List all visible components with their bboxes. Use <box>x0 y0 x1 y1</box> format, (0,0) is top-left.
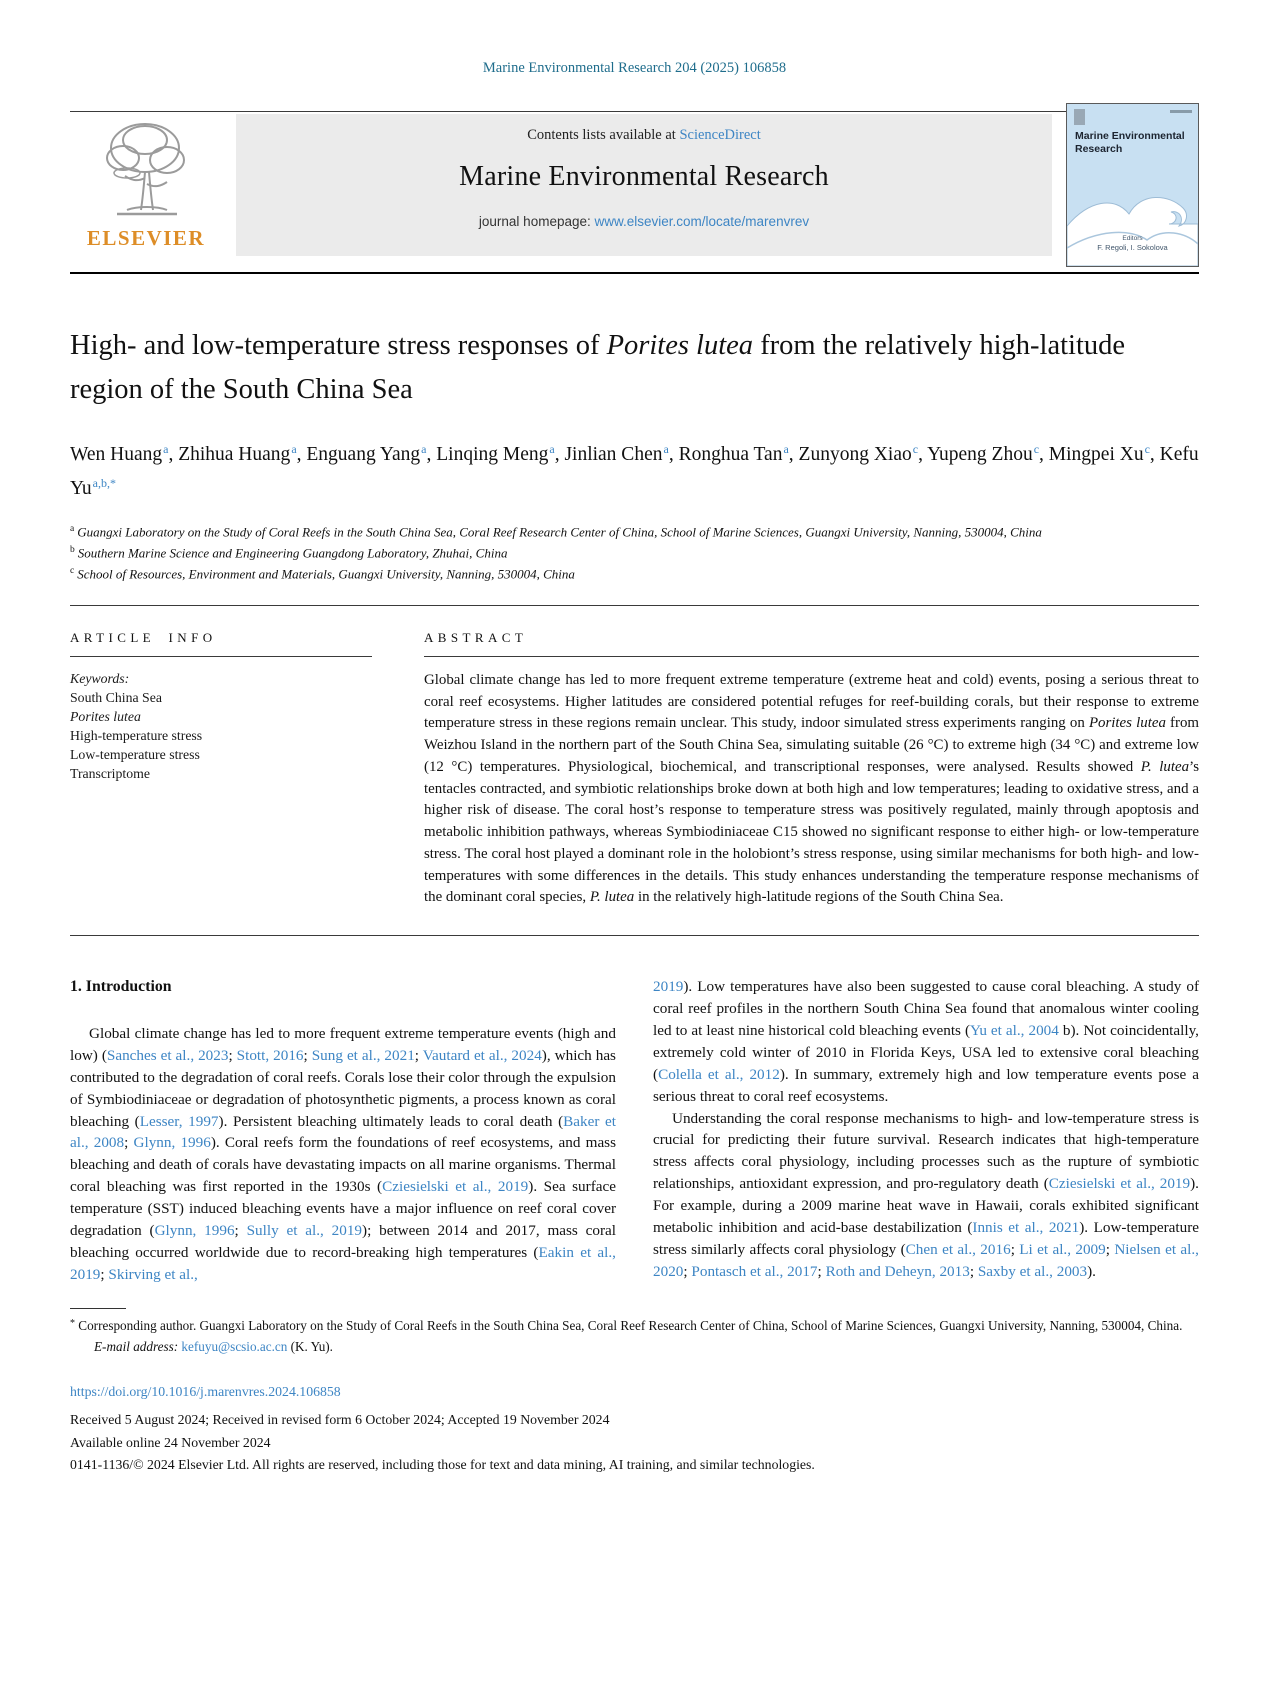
author-name: Zhihua Huang <box>178 444 291 466</box>
homepage-link[interactable]: www.elsevier.com/locate/marenvrev <box>594 214 810 229</box>
wave-graphic <box>1067 174 1198 266</box>
cover-issn-mark <box>1170 110 1192 113</box>
author-name: Jinlian Chen <box>564 444 663 466</box>
copyright-line: 0141-1136/© 2024 Elsevier Ltd. All rights are reserved, including those for text and data mining, AI training, and similar technologies. <box>70 1456 815 1472</box>
email-link[interactable]: kefuyu@scsio.ac.cn <box>181 1338 288 1354</box>
citation-link[interactable]: Cziesielski et al., 2019 <box>1048 1175 1191 1193</box>
author-name: Yupeng Zhou <box>927 444 1033 466</box>
author-affiliation-superscript: a,b,* <box>92 475 116 490</box>
contents-line <box>236 127 1052 144</box>
banner-center-panel <box>236 114 1052 256</box>
author-name: Mingpei Xu <box>1048 444 1144 466</box>
cover-editors <box>1067 235 1198 252</box>
affiliation-line: $^c$ School of Resources, Environment and Materials, Guangxi University, Nanning, 530004, China <box>70 565 575 582</box>
journal-banner <box>70 114 1199 256</box>
citation-link[interactable]: Saxby et al., 2003 <box>977 1262 1088 1280</box>
author-affiliation-superscript: a <box>163 441 169 456</box>
section-heading-introduction: 1. Introduction <box>70 978 172 996</box>
abstract-bottom-rule <box>70 935 1199 936</box>
citation-link[interactable]: Roth and Deheyn, 2013 <box>825 1262 970 1280</box>
footnote-marker: * <box>70 1317 75 1329</box>
keyword-item: High-temperature stress <box>70 728 203 744</box>
banner-bottom-rule <box>70 272 1199 274</box>
citation-link[interactable]: Sully et al., 2019 <box>246 1221 363 1239</box>
citation-link[interactable]: Glynn, 1996 <box>154 1221 235 1239</box>
intro-paragraph-left: Global climate change has led to more frequent extreme temperature events (high and low) (Sanches et al., 2023; Stott, 2016; Sung et al., 2021; Vautard et al., 2024), which has contributed to the degradation of coral reefs. Corals lose their color through the expulsion of Symbiodiniaceae or degradation of photosynthetic pigments, a process known as coral bleaching (Lesser, 1997). Persistent bleaching ultimately leads to coral death (Baker et al., 2008; Glynn, 1996). Coral reefs form the foundations of reef ecosystems, and mass bleaching and death of corals have devastating impacts on all marine organisms. Thermal coral bleaching was first reported in the 1930s (Cziesielski et al., 2019). Sea surface temperature (SST) induced bleaching events have a major influence on reef coral cover degradation (Glynn, 1996; Sully et al., 2019); between 2014 and 2017, mass coral bleaching occurred worldwide due to record-breaking high temperatures (Eakin et al., 2019; Skirving et al., <box>70 1024 617 1283</box>
keyword-item: Low-temperature stress <box>70 747 200 763</box>
citation-link[interactable]: Sanches et al., 2023 <box>106 1046 229 1064</box>
citation-link[interactable]: 2019 <box>653 978 684 996</box>
elsevier-tree-icon <box>97 118 195 224</box>
citation-link[interactable]: Pontasch et al., 2017 <box>691 1262 818 1280</box>
keywords-label: Keywords: <box>70 670 130 686</box>
citation-link[interactable]: Vautard et al., 2024 <box>422 1046 542 1064</box>
author-affiliation-superscript: c <box>912 441 919 456</box>
citation-link[interactable]: Nielsen et al., 2020 <box>653 1240 1199 1280</box>
citation-link[interactable]: Stott, 2016 <box>236 1046 304 1064</box>
article-info-rule <box>70 656 372 657</box>
masthead-journal-ref: Marine Environmental Research 204 (2025) 106858 <box>482 60 787 76</box>
journal-title: Marine Environmental Research <box>459 161 829 192</box>
email-label: E-mail address: <box>94 1338 179 1354</box>
author-affiliation-superscript: a <box>291 441 297 456</box>
affiliation-line: $^b$ Southern Marine Science and Engineering Guangdong Laboratory, Zhuhai, China <box>70 544 508 561</box>
available-online-line: Available online 24 November 2024 <box>70 1434 271 1450</box>
contents-prefix: Contents lists available at <box>527 127 680 143</box>
author-name: Ronghua Tan <box>678 444 783 466</box>
email-suffix: (K. Yu). <box>287 1338 333 1354</box>
author-affiliation-superscript: c <box>1144 441 1150 456</box>
elsevier-wordmark: ELSEVIER <box>86 226 206 250</box>
cover-editors-label: Editors <box>1122 235 1143 242</box>
abstract-rule <box>424 656 1199 657</box>
keyword-item: South China Sea <box>70 690 162 705</box>
authors-line: Wen Huang$^a$, Zhihua Huang$^a$, Enguang Yang$^a$, Linqing Meng$^a$, Jinlian Chen$^a$, Ronghua Tan$^a$, Zunyong Xiao$^c$, Yupeng Zhou$^c$, Mingpei Xu$^c$, Kefu $Yu^{a,b,*}$ <box>70 441 1199 500</box>
author-affiliation-superscript: a <box>663 441 669 456</box>
citation-link[interactable]: Baker et al., 2008 <box>70 1112 616 1152</box>
citation-link[interactable]: Cziesielski et al., 2019 <box>382 1178 529 1196</box>
abstract-column <box>424 606 1199 909</box>
author-name: Enguang Yang <box>306 444 421 466</box>
citation-link[interactable]: Yu et al., 2004 <box>970 1022 1059 1039</box>
citation-link[interactable]: Chen et al., 2016 <box>905 1240 1011 1258</box>
article-title: High- and low-temperature stress responses of Porites lutea from the relatively high-latitude region of the South China Sea <box>70 330 1126 406</box>
doi-link[interactable]: https://doi.org/10.1016/j.marenvres.2024.106858 <box>70 1383 341 1399</box>
citation-link[interactable]: Glynn, 1996 <box>133 1134 211 1152</box>
footnote-text: * Corresponding author. Guangxi Laboratory on the Study of Coral Reefs in the South China Sea, Coral Reef Research Center of China, School of Marine Sciences, Guangxi University, Nanning, 530004, China. <box>70 1317 1183 1333</box>
author-affiliation-superscript: c <box>1033 441 1040 456</box>
affiliation-line: $^a$ Guangxi Laboratory on the Study of Coral Reefs in the South China Sea, Coral Reef Research Center of China, School of Marine Sciences, Guangxi University, Nanning, 530004, China <box>70 523 1042 539</box>
keywords-block <box>70 669 372 783</box>
homepage-line <box>236 214 1052 229</box>
affiliations <box>70 522 1199 585</box>
footnote-separator <box>70 1308 126 1309</box>
article-info-column <box>70 606 372 909</box>
received-line: Received 5 August 2024; Received in revised form 6 October 2024; Accepted 19 November 2024 <box>70 1412 610 1428</box>
keyword-item: Porites lutea <box>70 709 141 725</box>
journal-cover-thumbnail[interactable] <box>1066 103 1199 267</box>
keywords-list <box>70 688 372 783</box>
cover-editors-names: F. Regoli, I. Sokolova <box>1097 243 1168 252</box>
author-affiliation-superscript: a <box>421 441 427 456</box>
author-name: Wen Huang <box>70 444 163 466</box>
abstract-heading: ABSTRACT <box>424 629 528 645</box>
body-column-right <box>653 976 1199 1476</box>
keyword-item: Transcriptome <box>70 766 150 782</box>
citation-link[interactable]: Innis et al., 2021 <box>972 1219 1080 1237</box>
intro-paragraph-right-1: 2019). Low temperatures have also been suggested to cause coral bleaching. A study of coral reef profiles in the northern South China Sea found that anomalous winter cooling led to at least nine historical cold bleaching events (Yu et al., 2004 b). Not coincidentally, extremely cold winter of 2010 in Florida Keys, USA led to extensive coral bleaching (Colella et al., 2012). In summary, extremely high and low temperature events pose a serious threat to coral reef ecosystems. <box>653 978 1199 1105</box>
citation-link[interactable]: Li et al., 2009 <box>1019 1240 1106 1258</box>
intro-paragraph-right-2: Understanding the coral response mechanisms to high- and low-temperature stress is crucial for predicting their future survival. Research indicates that high-temperature stress affects coral physiology, including processes such as the rupture of symbiotic relationships, antioxidant expression, and pro-regulatory death (Cziesielski et al., 2019). For example, during a 2009 marine heat wave in Hawaii, corals exhibited significant metabolic inhibition and acid-base destabilization (Innis et al., 2021). Low-temperature stress similarly affects coral physiology (Chen et al., 2016; Li et al., 2009; Nielsen et al., 2020; Pontasch et al., 2017; Roth and Deheyn, 2013; Saxby et al., 2003). <box>653 1109 1200 1280</box>
citation-link[interactable]: Sung et al., 2021 <box>311 1046 415 1064</box>
abstract-text: Global climate change has led to more frequent extreme temperature (extreme heat and cold) events, posing a serious threat to coral reef ecosystems. Higher latitudes are considered potential refuges for reef-building corals, but their response to extreme temperature stress in these regions remain unclear. This study, indoor simulated stress experiments ranging on Porites lutea from Weizhou Island in the northern part of the South China Sea, simulating suitable (26 °C) to extreme high (34 °C) and extreme low (12 °C) temperatures. Physiological, biochemical, and transcriptional responses, were analysed. Results showed P. lutea’s tentacles contracted, and symbiotic relationships broke down at both high and low temperatures; leading to oxidative stress, and a higher risk of disease. The coral host’s response to temperature stress was positively regulated, mainly through apoptosis and metabolic inhibition pathways, whereas Symbiodiniaceae C15 showed no significant response to either high- or low-temperature stress. The coral host played a dominant role in the holobiont’s stress response, using similar mechanisms for both high- and low-temperatures with some differences in the details. This study enhances understanding the temperature response mechanisms of the dominant coral species, P. lutea in the relatively high-latitude regions of the South China Sea. <box>424 671 1199 906</box>
info-abstract-section <box>70 606 1199 909</box>
author-name: Kefu Yu <box>70 444 1199 500</box>
body-columns <box>70 976 1199 1476</box>
elsevier-logo <box>70 114 222 256</box>
author-name: Linqing Meng <box>436 444 549 466</box>
citation-link[interactable]: Eakin et al., 2019 <box>70 1243 616 1283</box>
author-affiliation-superscript: a <box>783 441 789 456</box>
homepage-prefix: journal homepage: <box>478 214 595 229</box>
citation-link[interactable]: Colella et al., 2012 <box>658 1065 780 1083</box>
author-name: Zunyong Xiao <box>798 444 912 466</box>
cover-title: Marine Environmental Research <box>1075 130 1185 156</box>
citation-link[interactable]: Lesser, 1997 <box>139 1112 219 1130</box>
citation-link[interactable]: Skirving et al., <box>108 1265 198 1283</box>
article-info-heading: ARTICLE INFO <box>70 629 217 645</box>
author-affiliation-superscript: a <box>549 441 555 456</box>
cover-mini-logo <box>1074 109 1085 125</box>
sciencedirect-link[interactable]: ScienceDirect <box>679 127 761 143</box>
header-top-rule <box>70 111 1199 112</box>
